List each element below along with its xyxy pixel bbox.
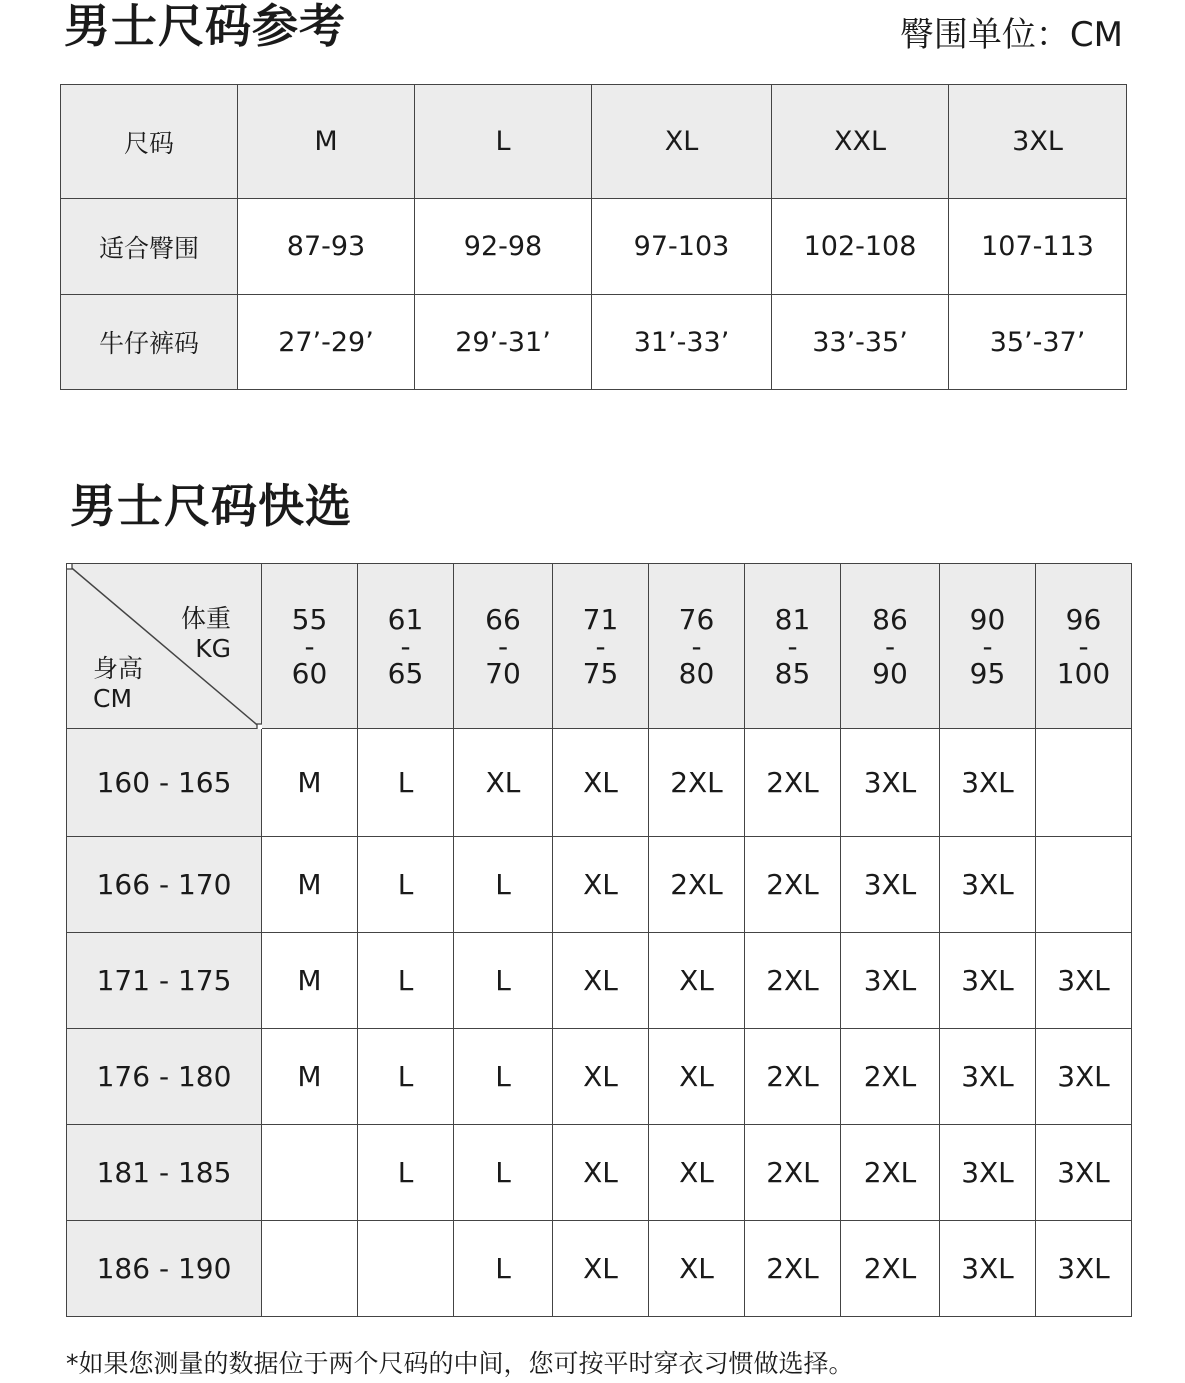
weight-range-header: [262, 564, 358, 729]
size-cell: 3XL: [940, 1029, 1036, 1125]
size-cell: [358, 1221, 454, 1317]
height-label: 身高: [93, 654, 144, 683]
weight-high: 90: [872, 656, 908, 690]
weight-separator: -: [304, 629, 315, 663]
size-cell: 3XL: [940, 933, 1036, 1029]
weight-high: 75: [582, 656, 619, 690]
size-header-label: 尺码: [61, 85, 238, 199]
size-cell: 3XL: [940, 1125, 1036, 1221]
size-reference-table: [60, 84, 1127, 390]
size-cell: 2XL: [841, 1125, 940, 1221]
height-range-label: 176 - 180: [67, 1029, 262, 1125]
weight-low: 86: [872, 602, 908, 636]
weight-range-header: [940, 564, 1036, 729]
weight-range-header: [1036, 564, 1132, 729]
size-header-cell: XXL: [772, 85, 949, 199]
table-cell: 31’-33’: [592, 295, 772, 390]
weight-low: 55: [291, 602, 328, 636]
table-cell: 102-108: [772, 199, 949, 295]
size-header-cell: XL: [592, 85, 772, 199]
size-cell: [262, 1125, 358, 1221]
size-cell: 2XL: [745, 1221, 841, 1317]
size-cell: 3XL: [940, 837, 1036, 933]
weight-range-header: [454, 564, 553, 729]
height-row: [67, 729, 1132, 837]
size-cell: L: [358, 933, 454, 1029]
size-cell: XL: [649, 933, 745, 1029]
weight-low: 81: [774, 602, 811, 636]
height-range-label: 186 - 190: [67, 1221, 262, 1317]
size-cell: [1036, 837, 1132, 933]
weight-high: 70: [485, 656, 521, 690]
size-quick-select-table: [66, 563, 1132, 1317]
size-cell: 3XL: [1036, 933, 1132, 1029]
height-range-label: 160 - 165: [67, 729, 262, 837]
height-unit: CM: [93, 684, 133, 713]
size-cell: 2XL: [745, 933, 841, 1029]
table-cell: 87-93: [238, 199, 415, 295]
unit-label: 臀围单位：CM: [899, 15, 1123, 55]
size-header-cell: M: [238, 85, 415, 199]
size-cell: M: [262, 837, 358, 933]
size-cell: L: [358, 1125, 454, 1221]
height-axis-label: [93, 654, 143, 714]
size-cell: L: [358, 837, 454, 933]
height-row: [67, 1221, 1132, 1317]
height-range-label: 171 - 175: [67, 933, 262, 1029]
weight-low: 61: [387, 602, 424, 636]
weight-low: 90: [969, 602, 1006, 636]
weight-separator: -: [595, 629, 606, 663]
table-cell: 27’-29’: [238, 295, 415, 390]
size-cell: XL: [553, 729, 649, 837]
weight-label: 体重: [180, 604, 231, 633]
size-cell: 2XL: [745, 1029, 841, 1125]
size-cell: 3XL: [841, 933, 940, 1029]
weight-range-header: [649, 564, 745, 729]
weight-axis-label: [181, 604, 231, 664]
size-cell: XL: [553, 933, 649, 1029]
size-cell: XL: [553, 1221, 649, 1317]
height-row: [67, 933, 1132, 1029]
size-cell: 3XL: [841, 729, 940, 837]
weight-high: 95: [969, 656, 1006, 690]
weight-low: 66: [485, 602, 521, 636]
size-cell: 2XL: [649, 837, 745, 933]
size-cell: 2XL: [745, 837, 841, 933]
corner-header-cell: [67, 564, 262, 729]
weight-high: 60: [291, 656, 328, 690]
weight-separator: -: [1078, 629, 1089, 663]
size-cell: L: [454, 837, 553, 933]
weight-high: 65: [387, 656, 424, 690]
height-range-label: 181 - 185: [67, 1125, 262, 1221]
size-cell: XL: [553, 1029, 649, 1125]
height-row: [67, 1029, 1132, 1125]
weight-separator: -: [691, 629, 702, 663]
size-cell: M: [262, 1029, 358, 1125]
height-range-label: 166 - 170: [67, 837, 262, 933]
weight-separator: -: [787, 629, 798, 663]
weight-separator: -: [400, 629, 411, 663]
table-cell: 92-98: [415, 199, 592, 295]
weight-low: 71: [582, 602, 619, 636]
size-header-cell: 3XL: [949, 85, 1127, 199]
weight-range-header: [745, 564, 841, 729]
size-cell: XL: [649, 1125, 745, 1221]
table-cell: 107-113: [949, 199, 1127, 295]
size-cell: 3XL: [940, 729, 1036, 837]
jeans-size-label: 牛仔裤码: [61, 295, 238, 390]
size-cell: XL: [649, 1029, 745, 1125]
table-cell: 97-103: [592, 199, 772, 295]
size-cell: XL: [649, 1221, 745, 1317]
size-cell: L: [358, 729, 454, 837]
size-cell: 2XL: [841, 1029, 940, 1125]
weight-high: 100: [1056, 656, 1111, 690]
weight-unit: KG: [195, 634, 231, 663]
weight-separator: -: [497, 629, 509, 663]
weight-header-row: [67, 564, 1132, 729]
size-cell: L: [358, 1029, 454, 1125]
weight-separator: -: [884, 629, 896, 663]
size-cell: 3XL: [841, 837, 940, 933]
table-cell: 33’-35’: [772, 295, 949, 390]
height-row: [67, 1125, 1132, 1221]
size-cell: XL: [553, 1125, 649, 1221]
table-cell: 29’-31’: [415, 295, 592, 390]
size-cell: M: [262, 729, 358, 837]
weight-low: 96: [1065, 602, 1102, 636]
size-header-row: [61, 85, 1127, 199]
size-cell: [1036, 729, 1132, 837]
size-cell: 3XL: [1036, 1221, 1132, 1317]
weight-range-header: [553, 564, 649, 729]
size-cell: XL: [454, 729, 553, 837]
size-cell: L: [454, 1221, 553, 1317]
size-reference-title: 男士尺码参考: [64, 0, 346, 53]
weight-low: 76: [678, 602, 715, 636]
jeans-size-row: [61, 295, 1127, 390]
table-cell: 35’-37’: [949, 295, 1127, 390]
size-cell: L: [454, 1029, 553, 1125]
weight-range-header: [358, 564, 454, 729]
size-cell: 2XL: [745, 1125, 841, 1221]
weight-separator: -: [982, 629, 993, 663]
weight-high: 85: [774, 656, 811, 690]
footnote: *如果您测量的数据位于两个尺码的中间，您可按平时穿衣习惯做选择。: [66, 1349, 854, 1378]
size-cell: XL: [553, 837, 649, 933]
weight-range-header: [841, 564, 940, 729]
size-cell: 2XL: [649, 729, 745, 837]
hip-range-label: 适合臀围: [61, 199, 238, 295]
size-cell: L: [454, 933, 553, 1029]
height-row: [67, 837, 1132, 933]
size-cell: L: [454, 1125, 553, 1221]
size-cell: [262, 1221, 358, 1317]
weight-high: 80: [678, 656, 715, 690]
size-cell: 3XL: [1036, 1125, 1132, 1221]
size-quick-select-title: 男士尺码快选: [70, 479, 352, 533]
size-cell: 3XL: [940, 1221, 1036, 1317]
size-cell: 2XL: [841, 1221, 940, 1317]
size-cell: 3XL: [1036, 1029, 1132, 1125]
hip-range-row: [61, 199, 1127, 295]
size-cell: M: [262, 933, 358, 1029]
size-cell: 2XL: [745, 729, 841, 837]
size-header-cell: L: [415, 85, 592, 199]
